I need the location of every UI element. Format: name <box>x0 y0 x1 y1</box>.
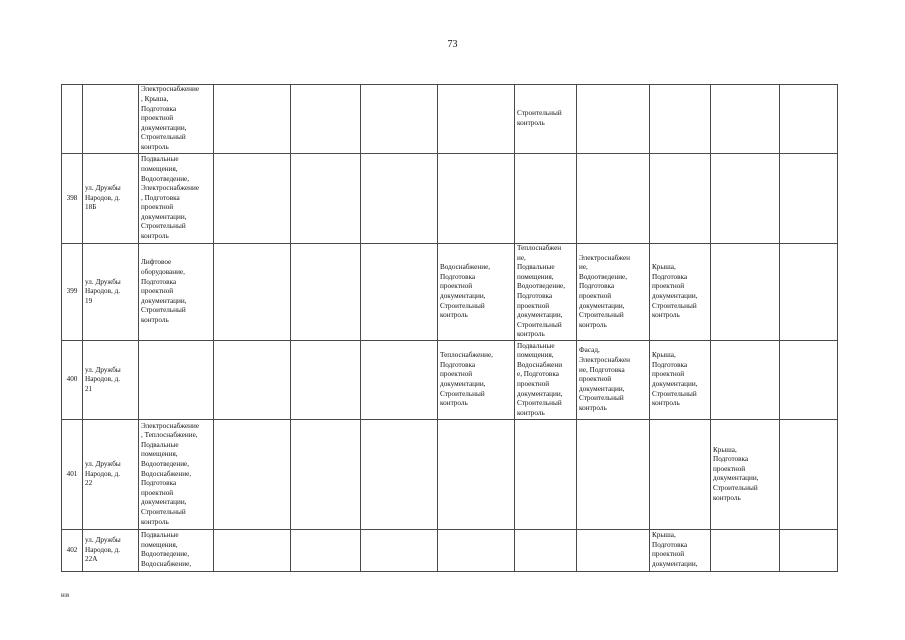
empty-cell <box>438 85 515 154</box>
empty-cell <box>214 340 291 419</box>
address-cell: ул. Дружбы Народов, д. 18Б <box>83 154 139 244</box>
empty-cell <box>650 419 711 529</box>
empty-cell <box>711 340 780 419</box>
empty-cell <box>291 154 361 244</box>
table-row <box>62 419 838 529</box>
empty-cell <box>214 529 291 571</box>
empty-cell <box>780 154 838 244</box>
empty-cell <box>711 244 780 341</box>
row-number-cell <box>62 85 83 154</box>
empty-cell <box>780 85 838 154</box>
empty-cell <box>361 244 438 341</box>
empty-cell <box>438 529 515 571</box>
row-number-cell: 402 <box>62 529 83 571</box>
row-number-cell: 400 <box>62 340 83 419</box>
works-cell: Строительный контроль <box>515 85 577 154</box>
empty-cell <box>711 154 780 244</box>
table-row <box>62 85 838 154</box>
empty-cell <box>577 529 650 571</box>
empty-cell <box>780 244 838 341</box>
table-row <box>62 340 838 419</box>
works-cell: Теплоснабжение, Подготовка проектной документации, Строительный контроль <box>438 340 515 419</box>
empty-cell <box>291 244 361 341</box>
works-cell: Крыша, Подготовка проектной документации, Строительный контроль <box>650 244 711 341</box>
works-cell: Электроснабжение , Теплоснабжение, Подвальные помещения, Водоотведение, Водоснабжение, Подготовка проектной документации, Строительный контроль <box>139 419 214 529</box>
works-schedule-table <box>61 84 838 572</box>
page-number: 73 <box>447 39 458 50</box>
footer-mark: ни <box>61 591 70 599</box>
empty-cell <box>361 419 438 529</box>
empty-cell <box>361 340 438 419</box>
table-row <box>62 154 838 244</box>
row-number-cell: 398 <box>62 154 83 244</box>
works-cell: Крыша, Подготовка проектной документации, Строительный контроль <box>711 419 780 529</box>
empty-cell <box>291 529 361 571</box>
empty-cell <box>214 419 291 529</box>
empty-cell <box>361 529 438 571</box>
empty-cell <box>515 419 577 529</box>
works-cell: Подвальные помещения, Водоотведение, Электроснабжение , Подготовка проектной документации, Строительный контроль <box>139 154 214 244</box>
empty-cell <box>291 340 361 419</box>
empty-cell <box>577 419 650 529</box>
address-cell: ул. Дружбы Народов, д. 22 <box>83 419 139 529</box>
empty-cell <box>780 419 838 529</box>
empty-cell <box>361 85 438 154</box>
empty-cell <box>650 154 711 244</box>
empty-cell <box>515 154 577 244</box>
row-number-cell: 399 <box>62 244 83 341</box>
empty-cell <box>711 85 780 154</box>
address-cell: ул. Дружбы Народов, д. 19 <box>83 244 139 341</box>
works-cell: Электроснабжен ие, Водоотведение, Подготовка проектной документации, Строительный контроль <box>577 244 650 341</box>
empty-cell <box>438 154 515 244</box>
works-cell: Фасад, Электроснабжен ие, Подготовка проектной документации, Строительный контроль <box>577 340 650 419</box>
works-cell: Подвальные помещения, Водоснабжени е, Подготовка проектной документации, Строительный контроль <box>515 340 577 419</box>
empty-cell <box>139 340 214 419</box>
row-number-cell: 401 <box>62 419 83 529</box>
works-cell: Электроснабжение , Крыша, Подготовка проектной документации, Строительный контроль <box>139 85 214 154</box>
empty-cell <box>650 85 711 154</box>
works-cell: Крыша, Подготовка проектной документации, Строительный контроль <box>650 340 711 419</box>
empty-cell <box>291 419 361 529</box>
empty-cell <box>214 244 291 341</box>
empty-cell <box>515 529 577 571</box>
address-cell: ул. Дружбы Народов, д. 21 <box>83 340 139 419</box>
empty-cell <box>711 529 780 571</box>
works-cell: Теплоснабжен ие, Подвальные помещения, Водоотведение, Подготовка проектной документации, Строительный контроль <box>515 244 577 341</box>
empty-cell <box>577 154 650 244</box>
works-cell: Подвальные помещения, Водоотведение, Водоснабжение, <box>139 529 214 571</box>
empty-cell <box>214 85 291 154</box>
empty-cell <box>780 529 838 571</box>
works-cell: Водоснабжение, Подготовка проектной документации, Строительный контроль <box>438 244 515 341</box>
empty-cell <box>214 154 291 244</box>
works-cell: Крыша, Подготовка проектной документации, <box>650 529 711 571</box>
works-cell: Лифтовое оборудование, Подготовка проектной документации, Строительный контроль <box>139 244 214 341</box>
address-cell: ул. Дружбы Народов, д. 22А <box>83 529 139 571</box>
table-row <box>62 244 838 341</box>
empty-cell <box>361 154 438 244</box>
empty-cell <box>291 85 361 154</box>
empty-cell <box>780 340 838 419</box>
address-cell <box>83 85 139 154</box>
empty-cell <box>438 419 515 529</box>
table-row <box>62 529 838 571</box>
empty-cell <box>577 85 650 154</box>
